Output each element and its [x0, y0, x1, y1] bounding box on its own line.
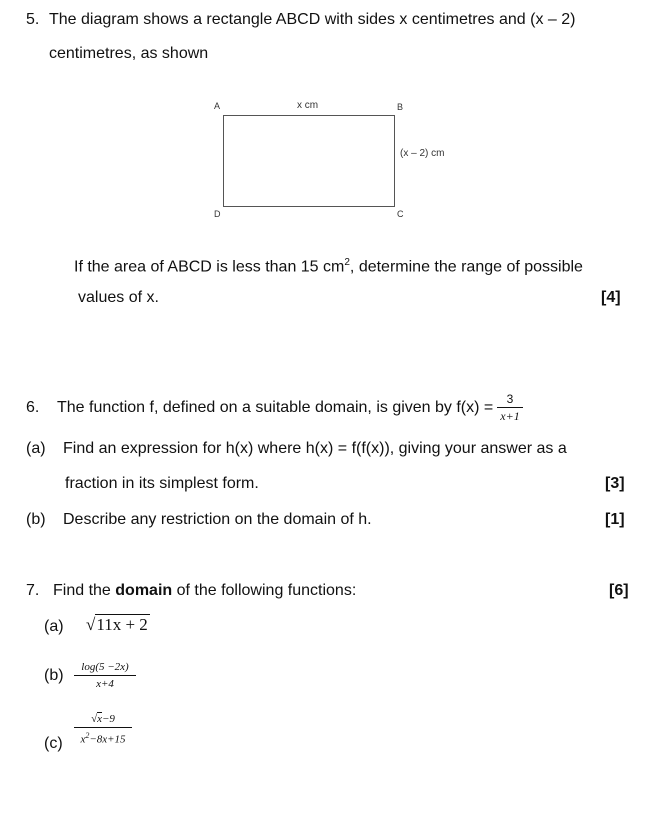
- right-side-label: (x – 2) cm: [400, 148, 445, 159]
- q5-ask-line2: values of x.: [78, 289, 159, 306]
- corner-c-label: C: [397, 209, 404, 219]
- q7-marks: [6]: [609, 582, 629, 599]
- q6-number: 6.: [26, 399, 40, 416]
- q7-intro: Find the domain of the following functions:: [53, 582, 357, 599]
- corner-b-label: B: [397, 102, 404, 112]
- q7-number: 7.: [26, 582, 40, 599]
- q7b-fraction: log(5 −2x) x+4: [74, 660, 136, 691]
- corner-a-label: A: [214, 101, 221, 111]
- q6a-label: (a): [26, 440, 46, 457]
- q7a-label: (a): [44, 618, 64, 635]
- q6-fraction: 3 x+1: [497, 392, 523, 423]
- q6a-text-line2: fraction in its simplest form.: [65, 475, 259, 492]
- q5-text-line2: centimetres, as shown: [49, 45, 209, 62]
- q5-text-line1: The diagram shows a rectangle ABCD with sides x centimetres and (x – 2): [49, 11, 576, 28]
- rectangle-abcd: [223, 115, 395, 207]
- q5-number: 5.: [26, 11, 40, 28]
- q6a-marks: [3]: [605, 475, 625, 492]
- q7c-fraction: √x−9 $x^2-8x+15$: [74, 712, 132, 747]
- q7b-label: (b): [44, 667, 64, 684]
- q6b-label: (b): [26, 511, 46, 528]
- q7a-sqrt-expression: √11x + 2: [86, 615, 148, 634]
- q7c-label: (c): [44, 735, 63, 752]
- rectangle-diagram: [200, 95, 470, 225]
- top-side-label: x cm: [297, 100, 319, 111]
- q6b-marks: [1]: [605, 511, 625, 528]
- corner-d-label: D: [214, 209, 221, 219]
- q6a-text-line1: Find an expression for h(x) where h(x) = f(f(x)), giving your answer as a: [63, 440, 567, 457]
- q5-marks: [4]: [601, 289, 621, 306]
- q6-intro: The function f, defined on a suitable domain, is given by f(x) =: [57, 399, 494, 416]
- q5-ask-line1: If the area of ABCD is less than 15 $cm^2$, determine the range of possible: [74, 257, 583, 276]
- q6b-text: Describe any restriction on the domain of h.: [63, 511, 372, 528]
